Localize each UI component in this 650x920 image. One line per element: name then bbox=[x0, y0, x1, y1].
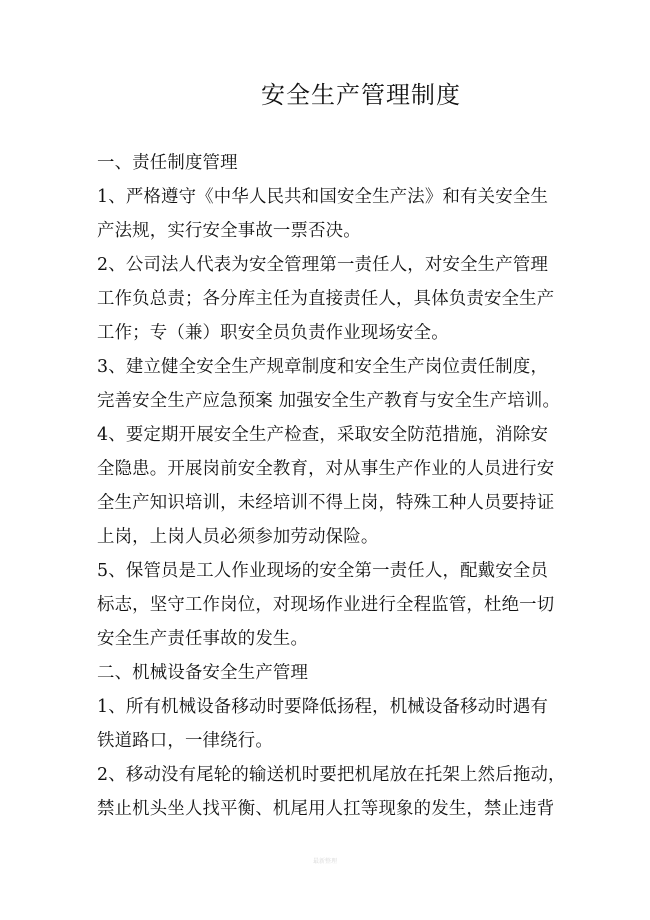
text-line: 工作；专（兼）职安全员负责作业现场安全。 bbox=[97, 323, 449, 343]
text-line: 工作负总责；各分库主任为直接责任人，具体负责安全生产 bbox=[97, 289, 555, 309]
section-heading: 二、机械设备安全生产管理 bbox=[97, 663, 309, 683]
text-line: 2、移动没有尾轮的输送机时要把机尾放在托架上然后拖动， bbox=[97, 765, 566, 785]
text-line: 铁道路口，一律绕行。 bbox=[97, 731, 273, 751]
text-line: 全生产知识培训，未经培训不得上岗，特殊工种人员要持证 bbox=[97, 493, 555, 513]
text-line: 全隐患。开展岗前安全教育，对从事生产作业的人员进行安 bbox=[97, 459, 555, 479]
section-heading: 一、责任制度管理 bbox=[97, 153, 238, 173]
text-line: 1、所有机械设备移动时要降低扬程，机械设备移动时遇有 bbox=[97, 697, 549, 717]
text-line: 产法规，实行安全事故一票否决。 bbox=[97, 221, 361, 241]
text-line: 上岗，上岗人员必须参加劳动保险。 bbox=[97, 527, 379, 547]
text-line: 安全生产责任事故的发生。 bbox=[97, 629, 309, 649]
text-line: 禁止机头坐人找平衡、机尾用人扛等现象的发生，禁止违背 bbox=[97, 799, 555, 819]
text-line: 1、严格遵守《中华人民共和国安全生产法》和有关安全生 bbox=[97, 187, 549, 207]
text-line: 标志，坚守工作岗位，对现场作业进行全程监管，杜绝一切 bbox=[97, 595, 555, 615]
document-body bbox=[97, 146, 567, 826]
footer-watermark: 最新整理 bbox=[312, 858, 337, 865]
text-line: 5、保管员是工人作业现场的安全第一责任人，配戴安全员 bbox=[97, 561, 549, 581]
text-line: 3、建立健全安全生产规章制度和安全生产岗位责任制度， bbox=[97, 357, 549, 377]
text-line: 完善安全生产应急预案 加强安全生产教育与安全生产培训。 bbox=[97, 391, 561, 411]
text-line: 2、公司法人代表为安全管理第一责任人，对安全生产管理 bbox=[97, 255, 549, 275]
document-title: 安全生产管理制度 bbox=[261, 81, 461, 109]
text-line: 4、要定期开展安全生产检查，采取安全防范措施，消除安 bbox=[97, 425, 549, 445]
